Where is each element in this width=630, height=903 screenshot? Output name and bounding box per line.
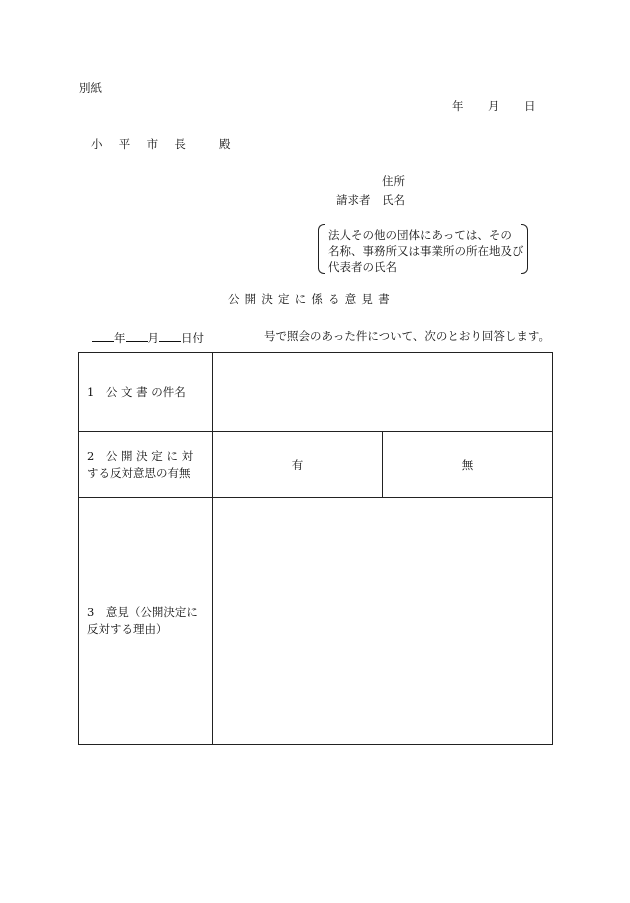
objection-label-line-2: する反対意思の有無 bbox=[87, 465, 191, 480]
objection-label-line-1: 2 公 開 決 定 に 対 bbox=[87, 448, 194, 463]
note-line-2: 名称、事務所又は事業所の所在地及び bbox=[328, 244, 524, 258]
corporate-note-text bbox=[328, 227, 524, 275]
note-line-1: 法人その他の団体にあっては、その bbox=[328, 228, 512, 242]
objection-option-no[interactable]: 無 bbox=[383, 432, 553, 498]
opinion-field[interactable] bbox=[213, 498, 553, 745]
opinion-label-line-1: 3 意見（公開決定に bbox=[87, 605, 198, 619]
month-suffix: 月 bbox=[147, 331, 159, 345]
document-name-row bbox=[79, 353, 553, 432]
addressee-honorific: 殿 bbox=[219, 137, 231, 151]
date-year-label: 年 bbox=[452, 99, 464, 113]
address-label: 住所 bbox=[382, 174, 405, 188]
opinion-label bbox=[79, 498, 213, 745]
requester-name-label: 氏名 bbox=[382, 193, 405, 207]
objection-label bbox=[79, 432, 213, 498]
opinion-row bbox=[79, 498, 553, 745]
opinion-form-table bbox=[78, 352, 553, 745]
objection-row bbox=[79, 432, 553, 498]
document-name-label: 1 公 文 書 の件名 bbox=[79, 353, 213, 432]
year-blank bbox=[92, 331, 114, 342]
document-title: 公開決定に係る意見書 bbox=[228, 292, 395, 306]
document-name-field[interactable] bbox=[213, 353, 553, 432]
addressee-name: 小 平 市 長 bbox=[91, 137, 193, 151]
intro-text: 号で照会のあった件について、次のとおり回答します。 bbox=[264, 329, 551, 343]
requester-role-label: 請求者 bbox=[336, 193, 371, 207]
corporate-note bbox=[318, 224, 528, 274]
day-suffix: 日付 bbox=[181, 331, 204, 345]
objection-option-yes[interactable]: 有 bbox=[213, 432, 383, 498]
reference-date-line bbox=[92, 331, 204, 345]
day-blank bbox=[159, 331, 181, 342]
month-blank bbox=[126, 331, 148, 342]
date-month-label: 月 bbox=[488, 99, 500, 113]
year-suffix: 年 bbox=[114, 331, 126, 345]
left-bracket bbox=[318, 224, 325, 274]
date-day-label: 日 bbox=[524, 99, 536, 113]
note-line-3: 代表者の氏名 bbox=[328, 260, 397, 274]
attachment-label: 別紙 bbox=[79, 81, 102, 95]
opinion-label-line-2: 反対する理由） bbox=[87, 622, 168, 636]
